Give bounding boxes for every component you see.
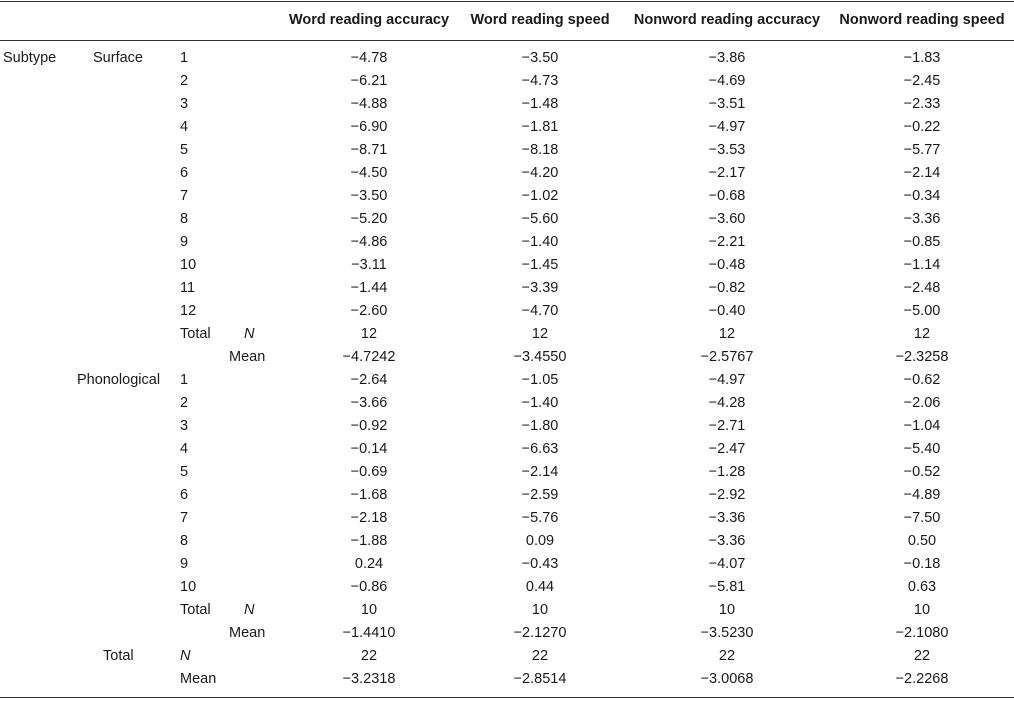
table-cell: −5.00	[903, 303, 941, 319]
table-cell: −2.14	[903, 165, 941, 181]
table-cell: −1.80	[521, 418, 559, 434]
overall-mean-cell: −2.2268	[895, 671, 949, 687]
table-cell: −0.69	[350, 464, 388, 480]
table-cell: −0.43	[521, 556, 559, 572]
table-cell: −3.36	[708, 510, 746, 526]
phonological-n-cell: 10	[718, 602, 736, 618]
table-cell: −3.60	[708, 211, 746, 227]
table-cell: −1.14	[903, 257, 941, 273]
column-header-nonword-accuracy: Nonword reading accuracy	[633, 12, 821, 28]
table-cell: −2.59	[521, 487, 559, 503]
table-cell: −5.20	[350, 211, 388, 227]
table-cell: −2.64	[350, 372, 388, 388]
overall-n-cell: 22	[531, 648, 549, 664]
table-cell: −3.66	[350, 395, 388, 411]
overall-n-cell: 22	[360, 648, 378, 664]
column-header-nonword-speed: Nonword reading speed	[839, 12, 1005, 28]
surface-mean-cell: −3.4550	[513, 349, 567, 365]
table-cell: −1.81	[521, 119, 559, 135]
table-cell: −1.45	[521, 257, 559, 273]
table-cell: −2.47	[708, 441, 746, 457]
mean-label: Mean	[229, 625, 266, 641]
overall-n-cell: 22	[718, 648, 736, 664]
table-cell: −2.18	[350, 510, 388, 526]
table-cell: −7.50	[903, 510, 941, 526]
table-cell: −0.48	[708, 257, 746, 273]
header-rule	[0, 40, 1014, 41]
table-cell: −1.83	[903, 50, 941, 66]
row-id: 5	[180, 142, 189, 158]
surface-mean-cell: −4.7242	[342, 349, 396, 365]
surface-n-cell: 12	[360, 326, 378, 342]
table-cell: −3.53	[708, 142, 746, 158]
column-header-word-speed: Word reading speed	[470, 12, 610, 28]
table-cell: −8.18	[521, 142, 559, 158]
table-cell: −3.50	[350, 188, 388, 204]
table-cell: 0.24	[354, 556, 384, 572]
overall-mean-cell: −3.0068	[700, 671, 754, 687]
top-rule	[0, 1, 1014, 2]
table-cell: 0.50	[907, 533, 937, 549]
phonological-n-cell: 10	[913, 602, 931, 618]
row-id: 5	[180, 464, 189, 480]
table-cell: −0.82	[708, 280, 746, 296]
column-header-word-accuracy: Word reading accuracy	[288, 12, 450, 28]
phonological-n-cell: 10	[531, 602, 549, 618]
table-cell: −4.89	[903, 487, 941, 503]
table-cell: −2.17	[708, 165, 746, 181]
table-cell: 0.63	[907, 579, 937, 595]
table-cell: 0.09	[525, 533, 555, 549]
table-cell: −2.45	[903, 73, 941, 89]
table-cell: −1.02	[521, 188, 559, 204]
table-cell: −8.71	[350, 142, 388, 158]
table-cell: −4.97	[708, 372, 746, 388]
table-cell: −0.68	[708, 188, 746, 204]
row-id: 6	[180, 165, 189, 181]
table-cell: −4.50	[350, 165, 388, 181]
row-id: 2	[180, 73, 189, 89]
table-cell: −2.60	[350, 303, 388, 319]
table-cell: −1.04	[903, 418, 941, 434]
phonological-group-label: Phonological	[77, 372, 161, 388]
row-id: 4	[180, 119, 189, 135]
table-cell: −3.11	[351, 257, 387, 273]
surface-n-cell: 12	[531, 326, 549, 342]
n-label: N	[244, 326, 255, 342]
table-cell: −1.40	[521, 234, 559, 250]
table-cell: −2.33	[903, 96, 941, 112]
table-cell: −0.52	[903, 464, 941, 480]
subtype-label: Subtype	[3, 50, 57, 66]
table-cell: −1.05	[521, 372, 559, 388]
phonological-total-label: Total	[180, 602, 211, 618]
surface-mean-cell: −2.3258	[895, 349, 949, 365]
table-cell: −5.81	[708, 579, 746, 595]
phonological-mean-cell: −2.1270	[513, 625, 567, 641]
row-id: 8	[180, 211, 189, 227]
table-cell: −1.40	[521, 395, 559, 411]
table-cell: −4.28	[708, 395, 746, 411]
bottom-rule	[0, 697, 1014, 698]
table-cell: −4.86	[350, 234, 388, 250]
row-id: 2	[180, 395, 189, 411]
mean-label: Mean	[229, 349, 266, 365]
table-cell: −0.18	[903, 556, 941, 572]
table-cell: −3.36	[708, 533, 746, 549]
table-cell: −2.21	[708, 234, 746, 250]
table-cell: −4.97	[708, 119, 746, 135]
table-cell: −0.86	[350, 579, 388, 595]
overall-mean-cell: −3.2318	[342, 671, 396, 687]
row-id: 4	[180, 441, 189, 457]
table-cell: −4.73	[521, 73, 559, 89]
table-cell: −2.14	[521, 464, 559, 480]
table-cell: −6.90	[350, 119, 388, 135]
table-cell: −0.22	[903, 119, 941, 135]
overall-n-cell: 22	[913, 648, 931, 664]
table-cell: −0.34	[903, 188, 941, 204]
table-cell: −1.28	[708, 464, 746, 480]
surface-n-cell: 12	[718, 326, 736, 342]
table-cell: −3.39	[521, 280, 559, 296]
row-id: 9	[180, 234, 189, 250]
table-cell: −0.62	[903, 372, 941, 388]
row-id: 3	[180, 418, 189, 434]
row-id: 1	[180, 50, 189, 66]
table-cell: −1.48	[521, 96, 559, 112]
table-cell: −5.60	[521, 211, 559, 227]
surface-n-cell: 12	[913, 326, 931, 342]
table-cell: −4.88	[350, 96, 388, 112]
table-cell: −1.88	[350, 533, 388, 549]
table-cell: −0.14	[350, 441, 388, 457]
row-id: 11	[180, 280, 196, 296]
table-cell: −6.21	[350, 73, 388, 89]
table-cell: −0.40	[708, 303, 746, 319]
overall-mean-cell: −2.8514	[513, 671, 567, 687]
table-cell: −0.92	[350, 418, 388, 434]
n-label: N	[180, 648, 191, 664]
mean-label: Mean	[180, 671, 217, 687]
row-id: 6	[180, 487, 189, 503]
table-cell: −0.85	[903, 234, 941, 250]
row-id: 3	[180, 96, 189, 112]
surface-total-label: Total	[180, 326, 211, 342]
table-cell: −6.63	[521, 441, 559, 457]
table-cell: −3.86	[708, 50, 746, 66]
table-cell: −3.51	[708, 96, 746, 112]
table-cell: −4.70	[521, 303, 559, 319]
row-id: 12	[180, 303, 197, 319]
row-id: 7	[180, 510, 189, 526]
table-cell: −2.06	[903, 395, 941, 411]
table-cell: −5.76	[521, 510, 559, 526]
table-cell: −5.40	[903, 441, 941, 457]
surface-group-label: Surface	[93, 50, 143, 66]
row-id: 1	[180, 372, 189, 388]
table-cell: −5.77	[903, 142, 941, 158]
row-id: 8	[180, 533, 189, 549]
surface-mean-cell: −2.5767	[700, 349, 754, 365]
table-cell: −1.68	[350, 487, 388, 503]
table-cell: −3.36	[903, 211, 941, 227]
phonological-mean-cell: −1.4410	[342, 625, 396, 641]
n-label: N	[244, 602, 255, 618]
overall-total-label: Total	[103, 648, 134, 664]
row-id: 10	[180, 257, 197, 273]
phonological-mean-cell: −2.1080	[895, 625, 949, 641]
table-cell: −2.71	[708, 418, 746, 434]
table-cell: −1.44	[350, 280, 388, 296]
table-cell: 0.44	[525, 579, 555, 595]
row-id: 9	[180, 556, 189, 572]
row-id: 10	[180, 579, 197, 595]
table-cell: −2.92	[708, 487, 746, 503]
table-cell: −4.20	[521, 165, 559, 181]
table-cell: −3.50	[521, 50, 559, 66]
table-cell: −2.48	[903, 280, 941, 296]
table-cell: −4.69	[708, 73, 746, 89]
phonological-mean-cell: −3.5230	[700, 625, 754, 641]
table-cell: −4.78	[350, 50, 388, 66]
table-cell: −4.07	[708, 556, 746, 572]
phonological-n-cell: 10	[360, 602, 378, 618]
row-id: 7	[180, 188, 189, 204]
